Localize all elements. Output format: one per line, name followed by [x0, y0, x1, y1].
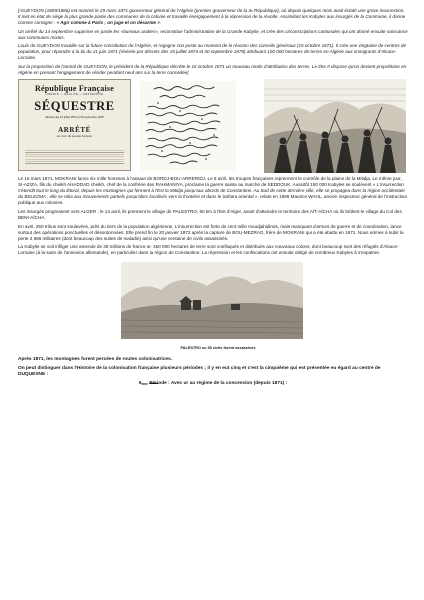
period-number: 5 [138, 381, 142, 387]
period-ordinal: ème [141, 382, 148, 387]
gueydon-intro-paragraph [18, 8, 408, 26]
footer-routes-line: Après 1871, les montagnes furent percées de routes colonisatrices. [18, 356, 173, 362]
insurgents-engraving-image [264, 79, 406, 173]
period-strike: Péri [149, 381, 159, 387]
wahl-quote: L'insurrection s'étendit tout le long du littoral, depuis les montagnes qui ferment à l'Est la Mitidja jusqu'aux abords de Constantine. Au Sud de cette dernière ville, elle se propagea dans la région occidentale du BELEZMA ; elle se relia aux mouvements partiels jusqu'alors localisés vers la frontière et dans le Sahara oriental [18, 182, 405, 200]
poster-decree-text: décrets des 15 juillet 1874 et 30 septembre 1878 [45, 116, 104, 120]
footnote-marker: * [19, 9, 21, 13]
kabyles-rise-text: Aussitôt 150 000 Kabyles se soulèvent « [292, 182, 377, 188]
period-text: ode : Avec ur au régime de la concession (depuis 1871) : [158, 381, 288, 387]
palestro-engraving-image [121, 262, 303, 339]
footer-period-heading [18, 381, 408, 387]
gueydon-quote: « Agir comme à Paris ; on juge et on désarme » [56, 20, 160, 26]
intro-body: République), où depuis quelques mois avait éclaté une grave insurrection. Il met en état de siège la plus grande partie des communes de la colonie et travaille énergiquement à la répression de la révolte. Assimilant les Kabyles aux insurgés de la Commune, il donne comme consigne : [18, 8, 406, 26]
poster-arrete-heading: ARRÊTÉ [58, 125, 91, 134]
footer-periods-line: On peut distinguer dans l'Histoire de la colonisation française plusieurs périodes ; il y en eut cinq et c'est la cinquième qui est présentée eu égard au centre de DUQUESNE : [18, 366, 381, 378]
document-page [18, 8, 408, 388]
decree-paragraph: Sur la proposition de l'amiral de GUEYDON, le président de la République décrète le 16 octobre 1871 un nouveau mode d'attribution des terres. Le titre II dispose qu'on devient propriétaire en Algérie en prenant l'engagement de résider pendant neuf ans sur la terre concédée] [18, 63, 407, 76]
intro-lead: GUEYDON (1809/1886) est nommé le 29 mars 1871 gouverneur général de l'Algérie (premier gouverneur de la 3 [20, 8, 251, 13]
palestro-paragraph: Les insurgés progressent vers ALGER : le 14 avril, ils prennent le village de PALESTRO, 60 km à l'Est d'Alger, avant d'atteindre le territoire des AÏT-AÏCHA où ils brûlent le village du Col des BENI-AÏCHA. [18, 208, 402, 221]
poster-sequestre-title: SÉQUESTRE [34, 99, 115, 114]
illustrations-row [18, 79, 408, 173]
mokrani-text: Le 16 mars 1871, MOKRANI lance six mille hommes à l'assaut de BORDJ-BOU-ARRERIDJ. Le 8 avril, les troupes françaises reprennent le contrôle de la plaine de la Mitidja. Le même jour, SI-AZIZA, fils du cheikh AHADDAD cheikh, chef de la confrérie des RAHMANIYA, proclame la guerre sainte au marché de SEDDOUK. [18, 176, 402, 188]
constitution-paragraph: Louis de GUEYDON travaille sur la future constitution de l'Algérie, et regagne son poste au moment de la réunion des conseils généraux (15 octobre 1871). Il crée une vingtaine de centres de population, pour répondre à la loi du 21 juin 1871 (révisée par décrets des 15 juillet 1874 et 30 septembre 1878) attribuant 100 000 hectares de terres en Algérie aux immigrants d'Alsace-Lorraine. [18, 43, 406, 61]
tribes-paragraph: En avril, 250 tribus sont soulevées, près du tiers de la population algérienne. L'insurrection est forte de cent mille moudjahidines, mais manquant d'armes de guerre et de coordination, lance surtout des opérations ponctuelles et désordonnées. Elle prend fin le 20 janvier 1872 après la capture de BOU-MEZRAG, frère de MOKRANI qui a été abattu en 1871. Nous eûmes à subir la perte 2 686 militaires (dont beaucoup des suites de maladie) ainsi qu'une centaine de civils assassinés. [18, 223, 404, 241]
ordinal-sup: e [250, 9, 253, 13]
mokrani-paragraph [18, 176, 408, 206]
poster-body-lines [25, 150, 124, 164]
palestro-caption: PALESTRO ou 50 civils furent assassinés [180, 345, 256, 350]
arabic-document-image [140, 81, 236, 171]
bracket-open: [ [18, 8, 20, 13]
poster-republique-heading: République Française [35, 84, 114, 94]
amende-paragraph: La Kabylie se voit infliger une amende de 36 millions de francs-or. 450 000 hectares de terre sont confisqués et distribués aux nouveaux colons, dont beaucoup sont des réfugiés d'Alsace-Lorraine (à la suite de l'annexion allemande), en particulier dans la région de Constantine. La répression et les confiscations ont ensuite obligé de nombreux Kabyles à s'expatrier. [18, 244, 399, 256]
poster-peuple-line: Au nom du peuple français [56, 133, 93, 138]
arrete-paragraph: Un arrêté du 14 septembre supprime en partie les «bureaux arabes», reconstitue l'administration de la Grande Kabylie, et crée des circonscriptions cantonales qui ont donné ensuite naissance aux communes mixtes. [18, 28, 408, 40]
wahl-attribution: », relate en 1896 Maurice WAHL, ancien inspecteur général de l'instruction publique aux colonies. [18, 194, 408, 206]
poster-motto: LIBERTÉ — ÉGALITÉ — FRATERNITÉ [45, 93, 104, 97]
intro-end: . [159, 20, 162, 26]
sequestre-poster-image [18, 79, 131, 171]
